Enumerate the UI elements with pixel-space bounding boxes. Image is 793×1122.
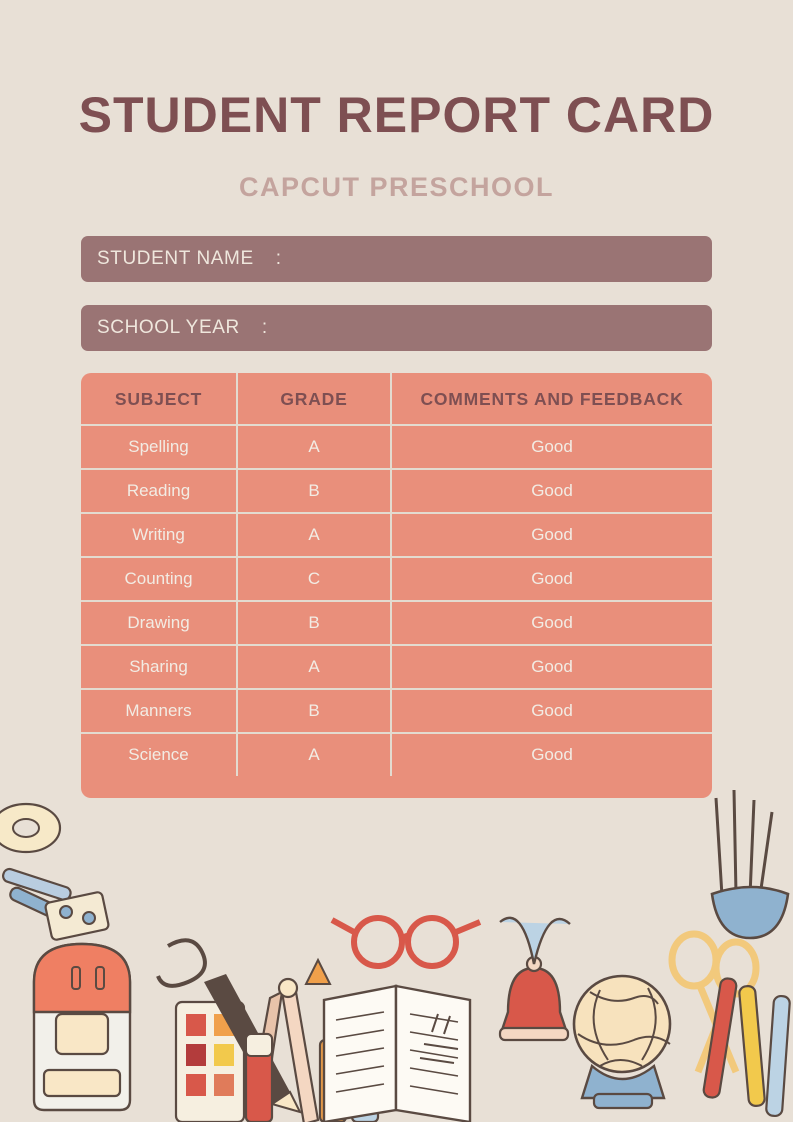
backpack-icon — [34, 944, 130, 1110]
pencil-icon — [204, 974, 300, 1112]
cell-grade: B — [236, 690, 392, 732]
page-title: STUDENT REPORT CARD — [78, 87, 715, 143]
cell-subject: Sharing — [129, 657, 188, 676]
header-subject: SUBJECT — [114, 389, 203, 409]
sharpener-icon — [45, 891, 110, 940]
cell-comment: Good — [531, 525, 573, 544]
cell-subject: Writing — [132, 525, 185, 544]
cell-grade: A — [236, 514, 392, 556]
school-year-colon: : — [261, 317, 268, 338]
cell-subject: Spelling — [128, 437, 189, 456]
table-row — [81, 558, 712, 600]
globe-icon — [574, 976, 670, 1108]
school-year-field[interactable] — [81, 305, 712, 351]
header-grade: GRADE — [236, 373, 392, 424]
cell-grade: A — [236, 646, 392, 688]
glasses-icon — [332, 918, 480, 966]
table-row — [81, 470, 712, 512]
cell-subject: Drawing — [127, 613, 190, 632]
pen-icon — [2, 867, 78, 927]
cell-comment: Good — [531, 481, 573, 500]
cell-comment: Good — [531, 569, 573, 588]
marker-icon — [246, 1034, 378, 1122]
cell-subject: Science — [128, 745, 189, 764]
cell-comment: Good — [531, 657, 573, 676]
table-bottom-padding — [81, 776, 712, 798]
paint-set-icon — [176, 1002, 244, 1122]
table-row — [81, 734, 712, 776]
open-book-icon — [324, 986, 470, 1122]
scissors-icon — [672, 934, 756, 1072]
table-row — [81, 602, 712, 644]
grades-table — [81, 373, 712, 798]
cell-grade: A — [236, 734, 392, 776]
cell-comment: Good — [531, 701, 573, 720]
table-header-row — [81, 373, 712, 424]
school-year-label: SCHOOL YEAR — [97, 317, 240, 338]
cell-grade: B — [236, 470, 392, 512]
table-row — [81, 426, 712, 468]
cell-comment: Good — [531, 613, 573, 632]
cell-grade: B — [236, 602, 392, 644]
student-name-field[interactable] — [81, 236, 712, 282]
cell-grade: C — [236, 558, 392, 600]
cell-comment: Good — [531, 437, 573, 456]
table-row — [81, 690, 712, 732]
student-name-label: STUDENT NAME — [97, 248, 254, 269]
paperclip-icon — [158, 940, 205, 986]
table-row — [81, 646, 712, 688]
compass-icon — [248, 979, 318, 1122]
table-row — [81, 514, 712, 556]
brush-cup-icon — [712, 790, 788, 938]
student-name-colon: : — [275, 248, 282, 269]
header-comments: COMMENTS AND FEEDBACK — [420, 389, 684, 409]
tape-roll-icon — [0, 804, 60, 852]
school-name: CAPCUT PRESCHOOL — [238, 172, 554, 202]
pen-right-icon — [703, 977, 790, 1116]
cell-grade: A — [236, 426, 392, 468]
cell-subject: Manners — [125, 701, 192, 720]
cell-subject: Counting — [124, 569, 193, 588]
bell-icon — [500, 918, 570, 1040]
cell-subject: Reading — [126, 481, 191, 500]
cone-icon — [306, 960, 330, 984]
cell-comment: Good — [531, 745, 573, 764]
school-supplies-illustration — [0, 782, 793, 1122]
